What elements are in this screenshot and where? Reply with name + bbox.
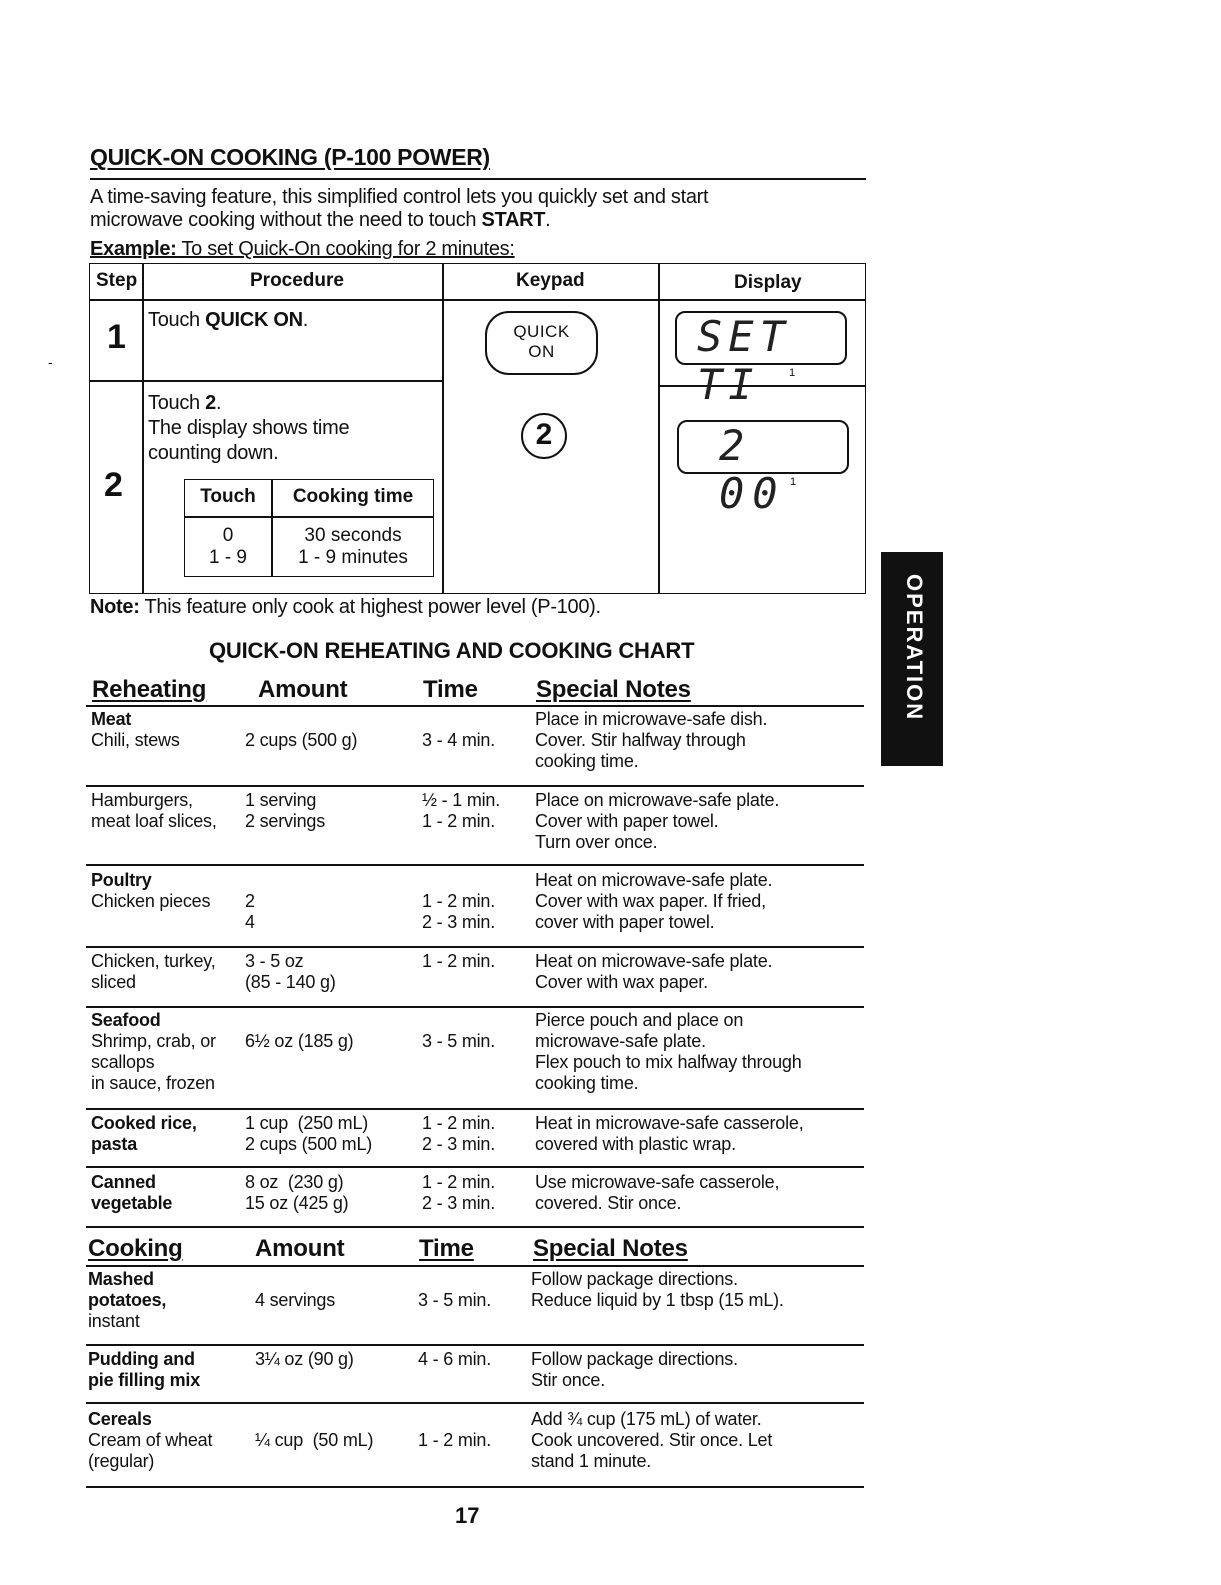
display-countdown: 2 00 xyxy=(677,420,849,474)
food-cell xyxy=(91,951,216,993)
time-cell: 3 - 5 min. xyxy=(422,1031,496,1051)
reheat-header-rule xyxy=(86,705,864,707)
notes-cell: Heat on microwave-safe plate. Cover with wax paper. xyxy=(535,951,773,992)
amount-cell: 4 servings xyxy=(255,1290,336,1310)
food-category: Poultry xyxy=(91,870,152,890)
quick-on-key-line2: ON xyxy=(528,342,555,361)
row-divider xyxy=(86,1108,864,1110)
quick-on-key-line1: QUICK xyxy=(513,322,570,341)
amount-cell: 6½ oz (185 g) xyxy=(245,1031,354,1051)
food-name: instant xyxy=(88,1311,140,1331)
food-name: Chicken pieces xyxy=(91,891,211,911)
sub-row-2-touch: 1 - 9 xyxy=(208,547,248,568)
amount-cell: 3 - 5 oz (85 - 140 g) xyxy=(245,951,336,992)
note: Note: This feature only cook at highest power level (P-100). xyxy=(90,596,601,618)
row-divider xyxy=(86,864,864,866)
display-set-time: SET TI xyxy=(675,311,847,365)
food-cell xyxy=(91,870,210,912)
row-divider xyxy=(86,1006,864,1008)
header-procedure: Procedure xyxy=(250,270,344,291)
header-keypad: Keypad xyxy=(516,270,585,291)
food-category: Mashed potatoes, xyxy=(88,1269,167,1310)
notes-cell: Add ¾ cup (175 mL) of water. Cook uncovered. Stir once. Let stand 1 minute. xyxy=(531,1409,773,1471)
food-category: Seafood xyxy=(91,1010,161,1030)
time-cell: 1 - 2 min. xyxy=(418,1430,492,1450)
food-name: Shrimp, crab, or scallops in sauce, frozen xyxy=(91,1031,216,1093)
header-step: Step xyxy=(96,270,138,291)
sub-row-1-time: 30 seconds xyxy=(304,525,402,546)
time-cell: 1 - 2 min. 2 - 3 min. xyxy=(422,891,496,932)
step-2-line-1: Touch 2. xyxy=(148,392,222,414)
food-name: Chili, stews xyxy=(91,730,180,750)
food-category: Meat xyxy=(91,709,132,729)
food-name: Chicken, turkey, sliced xyxy=(91,951,216,992)
display-mark-2: 1 xyxy=(790,476,797,488)
margin-mark: - xyxy=(48,354,53,370)
page-number: 17 xyxy=(455,1503,480,1528)
number-2-key: 2 xyxy=(521,413,567,459)
example-line: Example: To set Quick-On cooking for 2 minutes: xyxy=(90,238,515,260)
food-cell xyxy=(91,1172,172,1214)
amount-cell: 8 oz (230 g) 15 oz (425 g) xyxy=(245,1172,349,1213)
notes-cell: Pierce pouch and place on microwave-safe plate. Flex pouch to mix halfway through cooking time. xyxy=(535,1010,802,1093)
notes-cell: Follow package directions. Stir once. xyxy=(531,1349,738,1390)
operation-side-tab: OPERATION xyxy=(881,552,943,766)
touch-time-table xyxy=(184,479,434,577)
header-display: Display xyxy=(734,272,802,293)
step-1-procedure: Touch QUICK ON. xyxy=(148,309,309,331)
food-cell xyxy=(88,1349,200,1391)
notes-cell: Use microwave-safe casserole, covered. Stir once. xyxy=(535,1172,780,1213)
food-cell xyxy=(88,1409,212,1472)
food-category: Pudding and pie filling mix xyxy=(88,1349,201,1390)
food-cell xyxy=(91,1010,216,1094)
reheat-header-amount: Amount xyxy=(258,676,348,703)
amount-cell: 1 cup (250 mL) 2 cups (500 mL) xyxy=(245,1113,373,1154)
notes-cell: Place in microwave-safe dish. Cover. Stir halfway through cooking time. xyxy=(535,709,768,771)
time-cell: ½ - 1 min. 1 - 2 min. xyxy=(422,790,501,831)
section-title: QUICK-ON COOKING (P-100 POWER) xyxy=(90,144,866,180)
reheat-header-food: Reheating xyxy=(92,676,207,703)
row-divider xyxy=(86,1344,864,1346)
display-mark-1: 1 xyxy=(789,367,796,379)
time-cell: 3 - 5 min. xyxy=(418,1290,492,1310)
time-cell: 1 - 2 min. 2 - 3 min. xyxy=(422,1113,496,1154)
row-divider xyxy=(86,1486,864,1488)
intro-text xyxy=(90,186,850,232)
reheat-header-time: Time xyxy=(423,676,478,703)
row-divider xyxy=(86,1166,864,1168)
sub-header-touch: Touch xyxy=(200,486,256,507)
amount-cell: 2 cups (500 g) xyxy=(245,730,358,750)
food-cell xyxy=(91,709,180,751)
amount-cell: 2 4 xyxy=(245,891,255,932)
notes-cell: Heat on microwave-safe plate. Cover with wax paper. If fried, cover with paper towel. xyxy=(535,870,773,932)
row-divider xyxy=(86,785,864,787)
food-name: Hamburgers, meat loaf slices, xyxy=(91,790,217,831)
cook-header-notes: Special Notes xyxy=(533,1235,688,1262)
row-divider xyxy=(86,1402,864,1404)
intro-line-1: A time-saving feature, this simplified control lets you quickly set and start xyxy=(90,186,709,208)
food-cell xyxy=(91,1113,197,1155)
amount-cell: 1 serving 2 servings xyxy=(245,790,326,831)
cook-header-rule xyxy=(86,1265,864,1267)
food-cell xyxy=(88,1269,166,1332)
chart-title: QUICK-ON REHEATING AND COOKING CHART xyxy=(209,638,695,663)
amount-cell: ¼ cup (50 mL) xyxy=(255,1430,374,1450)
food-category: Cooked rice, pasta xyxy=(91,1113,197,1154)
sub-row-1-touch: 0 xyxy=(222,525,234,546)
step-2-line-2: The display shows time xyxy=(148,417,350,439)
sub-header-cooking-time: Cooking time xyxy=(292,486,414,507)
step-1-number: 1 xyxy=(107,318,126,356)
cook-header-time: Time xyxy=(419,1235,474,1262)
sub-row-2-time: 1 - 9 minutes xyxy=(298,547,408,568)
time-cell: 4 - 6 min. xyxy=(418,1349,492,1369)
food-category: Canned vegetable xyxy=(91,1172,173,1213)
amount-cell: 3¼ oz (90 g) xyxy=(255,1349,354,1369)
food-cell xyxy=(91,790,217,832)
row-divider xyxy=(86,1226,864,1228)
step-2-procedure xyxy=(148,391,349,466)
notes-cell: Place on microwave-safe plate. Cover with paper towel. Turn over once. xyxy=(535,790,780,852)
step-2-number: 2 xyxy=(104,466,123,504)
row-divider xyxy=(86,946,864,948)
time-cell: 3 - 4 min. xyxy=(422,730,496,750)
cook-header-food: Cooking xyxy=(88,1235,183,1262)
notes-cell: Heat in microwave-safe casserole, covered with plastic wrap. xyxy=(535,1113,804,1154)
step-2-line-3: counting down. xyxy=(148,442,279,464)
cook-header-amount: Amount xyxy=(255,1235,345,1262)
time-cell: 1 - 2 min. xyxy=(422,951,496,971)
quick-on-key xyxy=(485,311,598,375)
food-category: Cereals xyxy=(88,1409,152,1429)
notes-cell: Follow package directions. Reduce liquid by 1 tbsp (15 mL). xyxy=(531,1269,784,1310)
food-name: Cream of wheat (regular) xyxy=(88,1430,213,1471)
time-cell: 1 - 2 min. 2 - 3 min. xyxy=(422,1172,496,1213)
intro-line-2: microwave cooking without the need to touch START. xyxy=(90,209,551,231)
reheat-header-notes: Special Notes xyxy=(536,676,691,703)
